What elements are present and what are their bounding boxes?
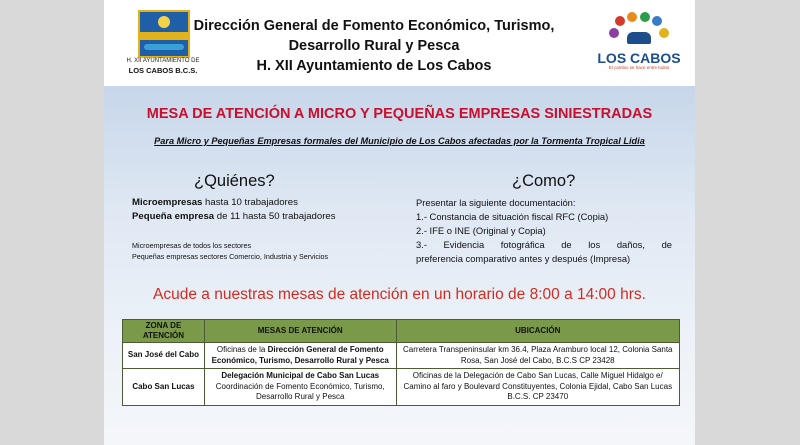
table-row bbox=[123, 369, 680, 406]
flyer-page bbox=[104, 0, 695, 445]
como-item3b: preferencia comparativo antes y después (Impresa) bbox=[416, 253, 631, 264]
row-mesa-bold: Dirección General de Fomento Económico, Turismo, Desarrollo Rural y Pesca bbox=[211, 345, 389, 365]
como-intro: Presentar la siguiente documentación: bbox=[416, 197, 576, 208]
attention-table bbox=[122, 319, 680, 406]
left-logo-caption: H. XII AYUNTAMIENTO DE bbox=[126, 58, 200, 64]
quienes-criteria bbox=[132, 196, 402, 224]
row-location: Carretera Transpeninsular km 36.4, Plaza Aramburo local 12, Colonia Santa Rosa, San José del Cabo, B.C.S CP 23428 bbox=[396, 343, 679, 369]
ayuntamiento-emblem-icon bbox=[138, 10, 190, 58]
micro-label: Microempresas bbox=[132, 197, 203, 208]
row-mesa-bold: Delegación Municipal de Cabo San Lucas bbox=[221, 371, 380, 380]
sectors-line1: Microempresas de todos los sectores bbox=[132, 241, 252, 250]
right-logo-tagline: El cambio se hace entre todos bbox=[608, 65, 670, 70]
como-requirements bbox=[416, 196, 672, 266]
hours-notice: Acude a nuestras mesas de atención en un horario de 8:00 a 14:00 hrs. bbox=[153, 286, 646, 303]
row-zone: San José del Cabo bbox=[123, 343, 205, 369]
row-mesa-suffix: Coordinación de Fomento Económico, Turismo, Desarrollo Rural y Pesca bbox=[215, 381, 385, 401]
quienes-sectors bbox=[132, 240, 402, 262]
table-row bbox=[123, 343, 680, 369]
micro-text: hasta 10 trabajadores bbox=[202, 197, 298, 208]
quienes-heading: ¿Quiénes? bbox=[194, 172, 275, 190]
como-item2: 2.- IFE o INE (Original y Copia) bbox=[416, 225, 546, 236]
header-title-line2: Desarrollo Rural y Pesca bbox=[288, 38, 460, 54]
como-item1: 1.- Constancia de situación fiscal RFC (Copia) bbox=[416, 211, 609, 222]
row-location: Oficinas de la Delegación de Cabo San Lucas, Calle Miguel Hidalgo e/ Camino al faro y Boulevard Constituyentes, Colonia Ejidal, Cabo San Lucas B.C.S. CP 23470 bbox=[396, 369, 679, 406]
header-title-line3: H. XII Ayuntamiento de Los Cabos bbox=[256, 58, 492, 74]
flyer-header bbox=[104, 0, 695, 86]
right-logo-name: LOS CABOS bbox=[597, 50, 681, 66]
row-zone: Cabo San Lucas bbox=[123, 369, 205, 406]
row-mesa bbox=[204, 369, 396, 406]
flyer-title: MESA DE ATENCIÓN A MICRO Y PEQUEÑAS EMPRESAS SINIESTRADAS bbox=[146, 106, 653, 122]
table-header-zone: ZONA DE ATENCIÓN bbox=[123, 320, 205, 343]
table-header-row bbox=[123, 320, 680, 343]
table-header-mesas: MESAS DE ATENCIÓN bbox=[204, 320, 396, 343]
como-item3a: 3.- Evidencia fotográfica de los daños, de bbox=[416, 239, 672, 250]
table-header-ubicacion: UBICACIÓN bbox=[396, 320, 679, 343]
los-cabos-logo-icon bbox=[609, 12, 669, 52]
header-title-line1: Dirección General de Fomento Económico, Turismo, bbox=[193, 18, 555, 34]
pequena-label: Pequeña empresa bbox=[132, 211, 215, 222]
row-mesa-prefix: Oficinas de la bbox=[216, 345, 268, 354]
flyer-subtitle: Para Micro y Pequeñas Empresas formales del Municipio de Los Cabos afectadas por la Tormenta Tropical Lidia bbox=[154, 136, 645, 146]
pequena-text: de 11 hasta 50 trabajadores bbox=[214, 211, 336, 222]
row-mesa bbox=[204, 343, 396, 369]
como-heading: ¿Como? bbox=[512, 172, 576, 190]
header-title bbox=[184, 16, 564, 76]
sectors-line2: Pequeñas empresas sectores Comercio, Industria y Servicios bbox=[132, 252, 329, 261]
left-logo-name: LOS CABOS B.C.S. bbox=[128, 66, 198, 75]
